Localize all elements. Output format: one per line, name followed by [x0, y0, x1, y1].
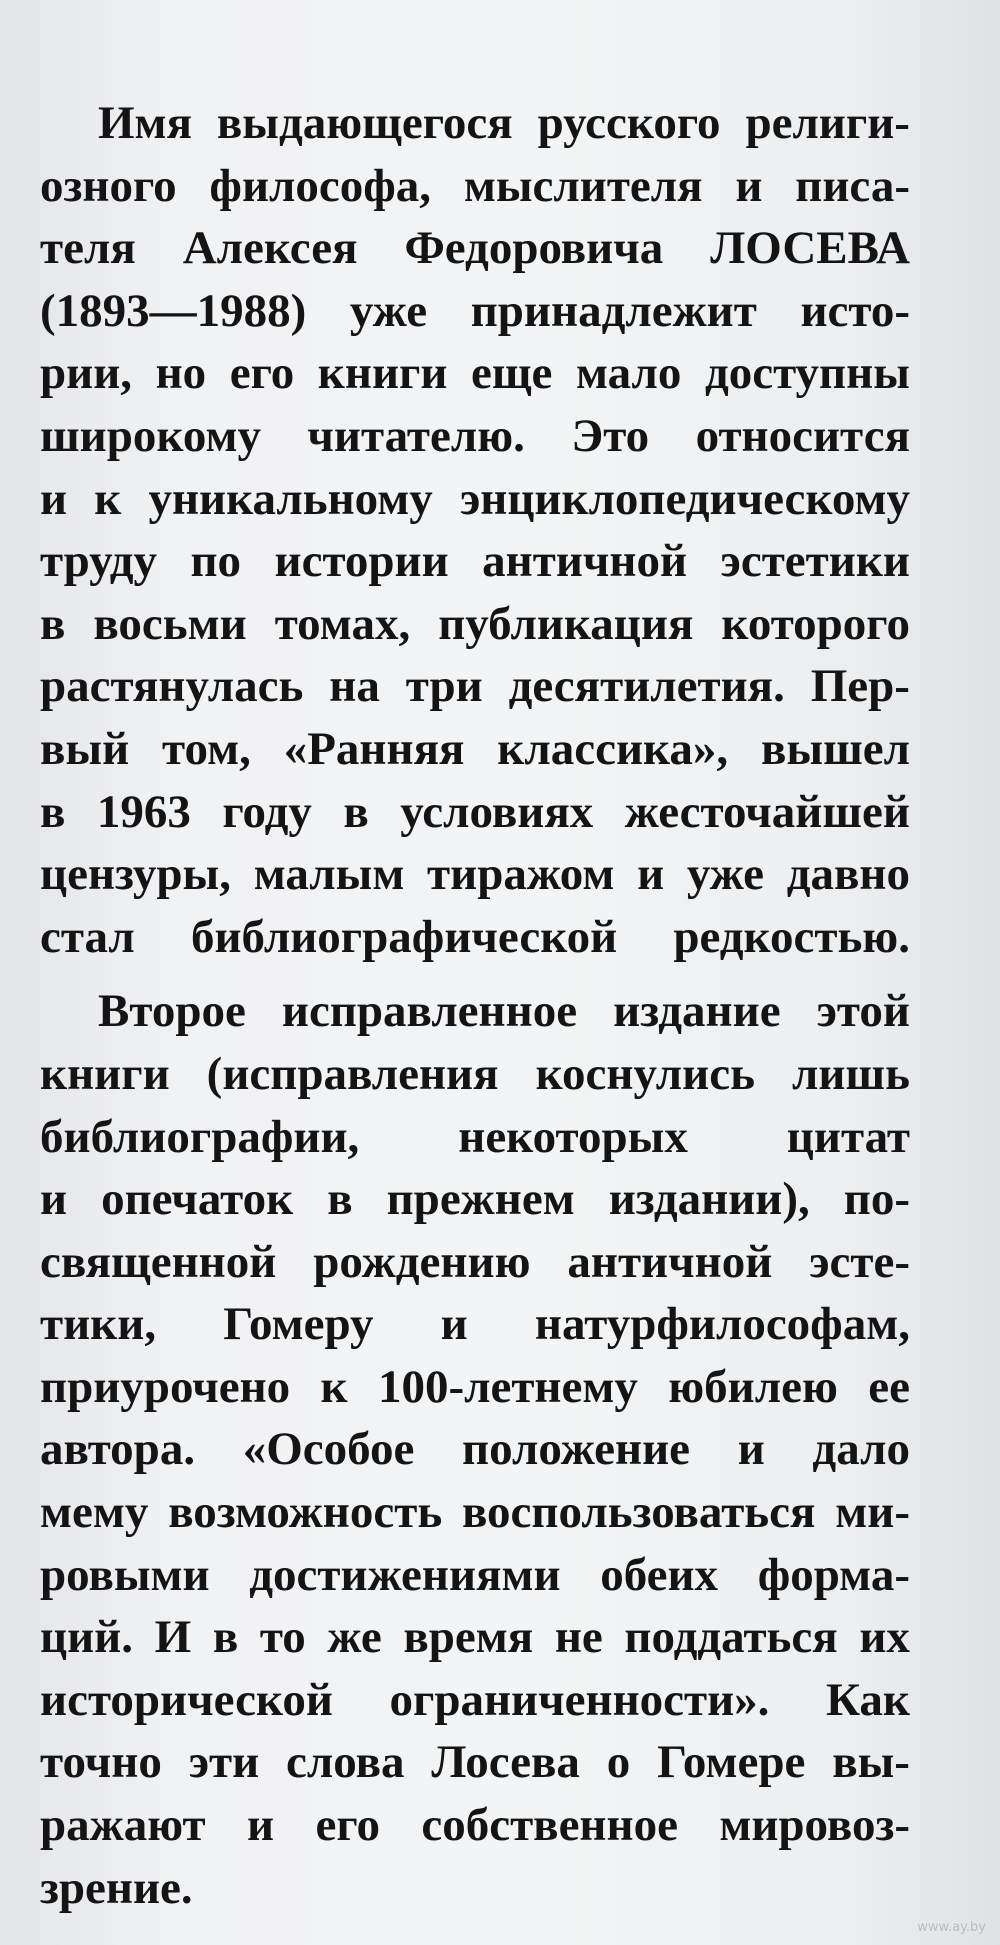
word: уникальному [148, 472, 433, 525]
word: условиях [400, 785, 594, 838]
word: религи- [745, 97, 910, 149]
word: классика», [497, 722, 729, 775]
word: 100-летнему [377, 1360, 638, 1413]
word: и [440, 1298, 468, 1351]
text-line [40, 530, 910, 593]
text-line [40, 1794, 910, 1857]
word: жесточайшей [624, 785, 910, 838]
word: теля [40, 222, 136, 275]
word: время [403, 1611, 534, 1664]
word: рии, [40, 347, 133, 400]
word: Как [825, 1673, 910, 1726]
word: Гомере [657, 1736, 806, 1789]
word: в [343, 785, 369, 838]
word: исправленное [281, 985, 578, 1038]
word: библиографии, [40, 1110, 360, 1163]
word: ее [868, 1360, 910, 1413]
word: коснулись [535, 1047, 755, 1100]
paragraph [40, 92, 910, 968]
word: этой [816, 985, 910, 1038]
text-line [40, 342, 910, 405]
word: публикация [438, 597, 694, 650]
word: то [259, 1611, 306, 1664]
text-line [40, 980, 910, 1043]
word: И [154, 1611, 192, 1664]
word: 1963 [96, 785, 191, 838]
word: стал [40, 910, 135, 963]
word: Гомеру [223, 1298, 374, 1351]
word: мировоз- [719, 1799, 910, 1852]
word: ражают [40, 1799, 206, 1852]
word: Федоровича [404, 222, 664, 275]
word: прежнем [386, 1173, 575, 1226]
word: философа, [209, 159, 432, 212]
text-line [40, 217, 910, 280]
text-line [40, 843, 910, 906]
word: но [155, 347, 207, 400]
word: и [735, 159, 763, 212]
word: мало [575, 347, 682, 400]
word: том, [162, 722, 251, 775]
text-line [40, 1418, 910, 1481]
word: энциклопедическому [459, 472, 910, 525]
word: к [320, 1360, 348, 1413]
word: некоторых [458, 1110, 688, 1163]
word: его [315, 1799, 380, 1852]
text-line [40, 1168, 910, 1231]
site-watermark: www.ay.by [917, 1920, 986, 1935]
text-line [40, 1731, 910, 1794]
word: Пер- [810, 660, 910, 713]
text-line [40, 1606, 910, 1669]
word: в [40, 785, 66, 838]
word: зрение. [40, 1861, 193, 1914]
word: вышел [761, 722, 910, 775]
word: античной [567, 1235, 773, 1288]
word: истории [274, 535, 449, 588]
word: относится [695, 409, 910, 462]
word: вы- [832, 1736, 910, 1789]
text-line [40, 1481, 910, 1544]
word: цензуры, [40, 848, 232, 901]
word: давно [786, 848, 910, 901]
word: в [212, 1611, 239, 1664]
word: натурфилософам, [534, 1298, 910, 1351]
word: восьми [93, 597, 247, 650]
text-line [40, 1231, 910, 1294]
word: вый [40, 722, 130, 775]
word: рождению [313, 1235, 531, 1288]
word: слова [286, 1736, 405, 1789]
text-line [40, 1106, 910, 1169]
text-line [40, 1669, 910, 1732]
word: в [327, 1173, 353, 1226]
paragraph-gap [40, 968, 910, 980]
word: книги [40, 1047, 170, 1100]
word: году [222, 785, 312, 838]
word: священной [40, 1235, 277, 1288]
word: малым [253, 848, 405, 901]
word: тики, [40, 1298, 157, 1351]
text-line [40, 718, 910, 781]
word: дало [812, 1423, 910, 1476]
word: и [246, 1799, 275, 1852]
text-line [40, 405, 910, 468]
word: приурочено [40, 1360, 291, 1413]
word: по- [843, 1173, 910, 1226]
word: и [737, 1423, 765, 1476]
word: цитат [786, 1110, 910, 1163]
word: принадлежит [470, 284, 757, 337]
word: уже [349, 284, 428, 337]
word: в [40, 597, 66, 650]
word: доступны [704, 347, 910, 400]
word: издание [613, 985, 781, 1038]
word: редкостью. [673, 910, 910, 963]
word: обеих [600, 1548, 719, 1601]
word: русского [537, 97, 721, 149]
word: Лосева [431, 1736, 580, 1789]
word: мему [40, 1486, 149, 1539]
word: точно [40, 1736, 162, 1789]
word: достижениями [249, 1548, 561, 1601]
word: их [859, 1611, 910, 1664]
word: о [606, 1736, 631, 1789]
word: ций. [40, 1611, 133, 1664]
text-line [40, 155, 910, 218]
word: его [229, 347, 295, 400]
word: томах, [274, 597, 411, 650]
word: которого [721, 597, 910, 650]
text-line [40, 781, 910, 844]
word: озного [40, 159, 177, 212]
word: еще [471, 347, 553, 400]
word: собственное [421, 1799, 678, 1852]
text-line [40, 1857, 910, 1920]
word: возможность [168, 1486, 443, 1539]
text-line [40, 468, 910, 531]
word: три [405, 660, 483, 713]
word: эсте- [809, 1235, 910, 1288]
text-line [40, 593, 910, 656]
word: положение [462, 1423, 691, 1476]
word: по [190, 535, 242, 588]
word: воспользоваться [461, 1486, 816, 1539]
word: уже [686, 848, 765, 901]
word: ми- [835, 1486, 910, 1539]
paragraph [40, 980, 910, 1919]
word: Это [571, 409, 650, 462]
text-line [40, 906, 910, 969]
text-line [40, 1356, 910, 1419]
text-line [40, 1043, 910, 1106]
word: тиражом [427, 848, 615, 901]
word: десятилетия. [508, 660, 785, 713]
word: «Особое [242, 1423, 415, 1476]
word: (1893—1988) [40, 284, 307, 337]
word: поддаться [624, 1611, 838, 1664]
text-line [40, 655, 910, 718]
text-line [40, 92, 910, 155]
word: исто- [800, 284, 910, 337]
word: к [94, 472, 122, 525]
word: выдающегося [216, 97, 513, 149]
word: и [40, 472, 68, 525]
word: же [327, 1611, 382, 1664]
word: Второе [98, 985, 246, 1038]
text-line [40, 1544, 910, 1607]
word: исторической [40, 1673, 333, 1726]
word: и [40, 1173, 68, 1226]
word: труду [40, 535, 157, 588]
word: книги [317, 347, 448, 400]
word: читателю. [307, 409, 525, 462]
word: Алексея [182, 222, 358, 275]
word: форма- [757, 1548, 910, 1601]
word: широкому [40, 409, 261, 462]
text-line [40, 1293, 910, 1356]
word: издании), [608, 1173, 810, 1226]
word: опечаток [101, 1173, 294, 1226]
word: ровыми [40, 1548, 210, 1601]
annotation-text [40, 92, 910, 1919]
word: на [329, 660, 380, 713]
text-line [40, 280, 910, 343]
word: «Ранняя [283, 722, 465, 775]
word: ЛОСЕВА [710, 222, 910, 275]
word: античной [482, 535, 688, 588]
word: писа- [795, 159, 910, 212]
word: и [637, 848, 665, 901]
word: лишь [791, 1047, 910, 1100]
word: эстетики [720, 535, 910, 588]
word: не [554, 1611, 603, 1664]
word: ограниченности». [389, 1673, 770, 1726]
word: (исправления [206, 1047, 499, 1100]
word: эти [188, 1736, 260, 1789]
word: автора. [40, 1423, 196, 1476]
word: растянулась [40, 660, 304, 713]
word: мыслителя [463, 159, 703, 212]
word: Имя [98, 97, 192, 149]
word: юбилею [668, 1360, 838, 1413]
word: библиографической [190, 910, 618, 963]
